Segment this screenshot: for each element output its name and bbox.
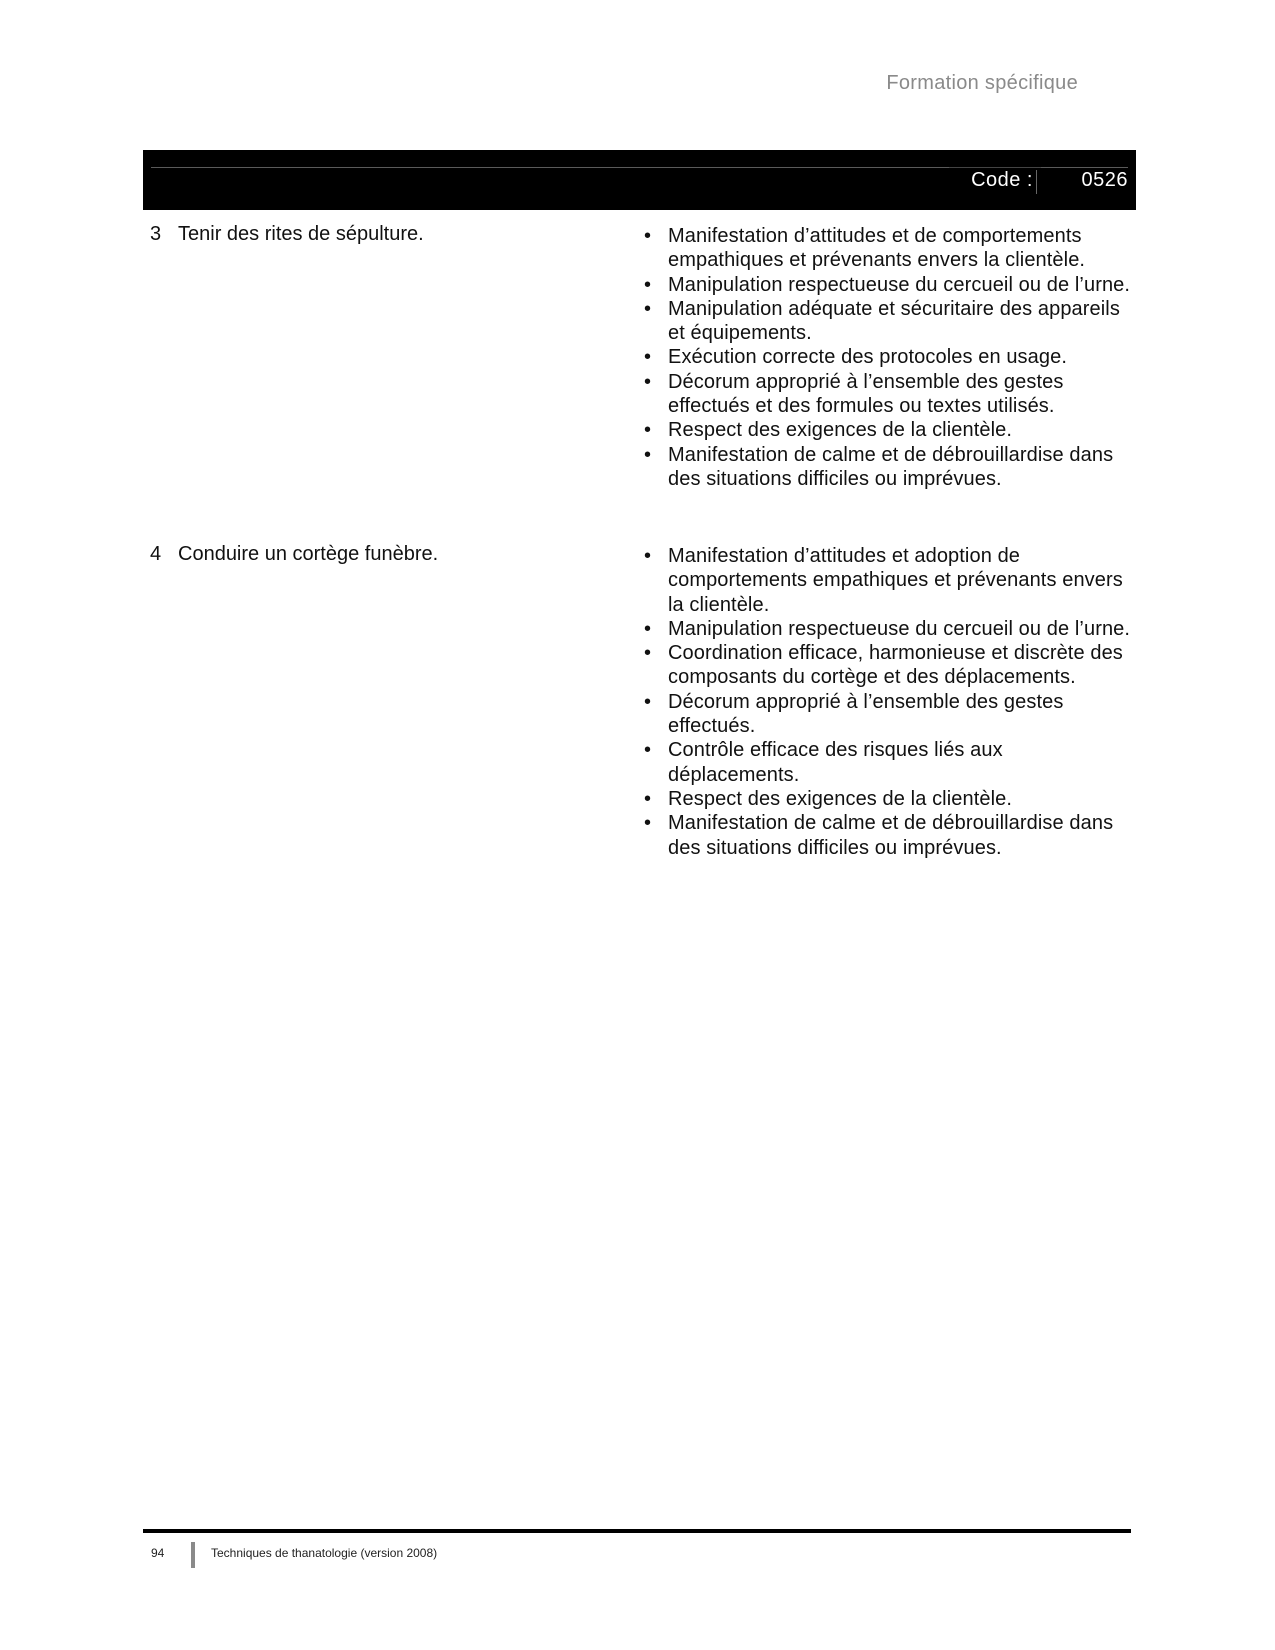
- element-of-competency: [150, 542, 620, 566]
- criterion-item: • Coordination efficace, harmonieuse et discrète des composants du cortège et des déplacements.: [643, 641, 1133, 690]
- criterion-item: • Exécution correcte des protocoles en usage.: [643, 345, 1133, 369]
- footer-divider: [191, 1542, 195, 1568]
- performance-criteria-list: [643, 544, 1133, 860]
- code-band: [143, 150, 1136, 210]
- element-of-competency: [150, 222, 620, 246]
- element-text: Conduire un cortège funèbre.: [178, 543, 439, 565]
- criterion-item: • Manifestation de calme et de débrouillardise dans des situations difficiles ou imprévues.: [643, 443, 1133, 492]
- code-value: 0526: [1081, 169, 1128, 191]
- footer-document-title: Techniques de thanatologie (version 2008): [211, 1546, 438, 1560]
- footer-rule: [143, 1529, 1131, 1533]
- code-value-frame: [949, 167, 1041, 168]
- criterion-item: • Manipulation respectueuse du cercueil ou de l’urne.: [643, 273, 1133, 297]
- running-header: Formation spécifique: [886, 72, 1078, 94]
- code-separator: [1036, 170, 1037, 194]
- criterion-item: • Respect des exigences de la clientèle.: [643, 418, 1133, 442]
- criterion-item: • Manifestation de calme et de débrouillardise dans des situations difficiles ou imprévues.: [643, 811, 1133, 860]
- performance-criteria-list: [643, 224, 1133, 491]
- criterion-item: • Manifestation d’attitudes et de comportements empathiques et prévenants envers la clientèle.: [643, 224, 1133, 273]
- code-label: Code :: [971, 169, 1033, 191]
- element-number: 4: [150, 543, 162, 565]
- criterion-item: • Contrôle efficace des risques liés aux déplacements.: [643, 738, 1133, 787]
- criterion-item: • Manipulation adéquate et sécuritaire des appareils et équipements.: [643, 297, 1133, 346]
- element-text: Tenir des rites de sépulture.: [178, 223, 424, 245]
- criterion-item: • Manifestation d’attitudes et adoption de comportements empathiques et prévenants envers la clientèle.: [643, 544, 1133, 617]
- criterion-item: • Manipulation respectueuse du cercueil ou de l’urne.: [643, 617, 1133, 641]
- criterion-item: • Décorum approprié à l’ensemble des gestes effectués.: [643, 690, 1133, 739]
- criterion-item: • Décorum approprié à l’ensemble des gestes effectués et des formules ou textes utilisés.: [643, 370, 1133, 419]
- criterion-item: • Respect des exigences de la clientèle.: [643, 787, 1133, 811]
- element-number: 3: [150, 223, 162, 245]
- page-number: 94: [151, 1546, 165, 1560]
